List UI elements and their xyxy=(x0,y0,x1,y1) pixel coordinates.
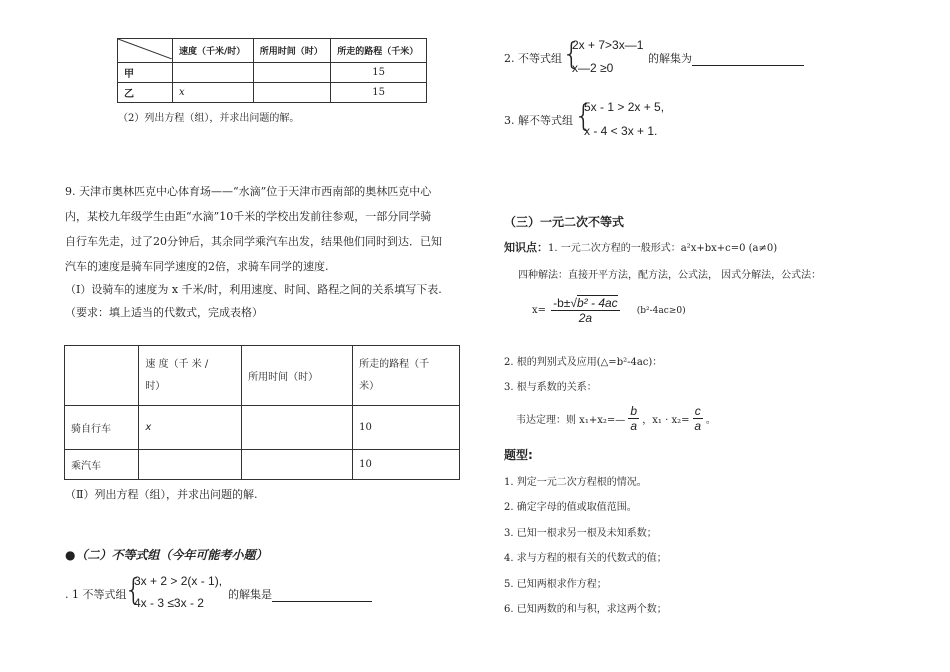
vieta-c: c xyxy=(694,404,701,418)
q9-note: （要求：填上适当的代数式，完成表格） xyxy=(65,306,263,319)
q3-ineq-line1: 5x - 1 > 2x + 5, xyxy=(584,100,665,114)
cell-time-jia xyxy=(253,63,330,83)
cell-time-yi xyxy=(253,83,330,103)
q9-line3: 自行车先走，过了20分钟后，其余同学乘汽车出发，结果他们同时到达．已知 xyxy=(65,235,442,248)
header-speed-line1: 速 度（千 米 / xyxy=(145,358,209,370)
q8-part2: （2）列出方程（组），并求出问题的解。 xyxy=(118,113,300,124)
section2-q1-suffix xyxy=(228,586,372,602)
q2-ineq-line1: 2x + 7>3x—1 xyxy=(572,38,644,52)
speed-table-top xyxy=(117,38,427,103)
vieta-theorem xyxy=(516,404,716,433)
type-item: 3. 已知一根求另一根及未知系数； xyxy=(504,528,657,539)
vieta-b: b xyxy=(630,404,638,418)
row-label-car: 乘汽车 xyxy=(65,450,139,480)
vieta-end: 。 xyxy=(705,415,716,426)
vieta-fraction-product xyxy=(693,404,703,433)
header-speed: 速度（千米/时） xyxy=(173,39,254,63)
type-item: 2. 确定字母的值或取值范围。 xyxy=(504,502,637,513)
header-time: 所用时间（时） xyxy=(253,39,330,63)
q1-ineq-line1: 3x + 2 > 2(x - 1), xyxy=(134,574,223,588)
knowledge-label: 知识点： xyxy=(504,241,548,254)
vieta-prefix: 韦达定理：则 x₁+x₂=— xyxy=(516,415,626,426)
q2-ineq-line2: x—2 ≥0 xyxy=(572,61,614,75)
type-item: 5. 已知两根求作方程； xyxy=(504,579,607,590)
formula-lhs: x= xyxy=(532,305,547,316)
q2-suffix-text: 的解集为 xyxy=(648,52,692,65)
header-distance-line2: 米） xyxy=(359,380,380,392)
answer-blank-q2[interactable] xyxy=(692,52,804,66)
vieta-mid: ，x₁ · x₂= xyxy=(642,415,690,426)
diagonal-header-cell xyxy=(118,39,173,63)
cell-speed-jia xyxy=(173,63,254,83)
vieta-a2: a xyxy=(694,419,702,433)
header-empty-cell xyxy=(65,346,139,406)
row-label-yi: 乙 xyxy=(118,83,173,103)
header-distance-line1: 所走的路程（千 xyxy=(359,358,430,370)
formula-sqrt-content: b² - 4ac xyxy=(576,296,618,310)
q3-ineq-line2: x - 4 < 3x + 1. xyxy=(584,124,658,138)
cell-distance-jia: 15 xyxy=(331,63,427,83)
q1-ineq-line2: 4x - 3 ≤3x - 2 xyxy=(134,596,204,610)
section2-title: ●（二）不等式组（今年可能考小题） xyxy=(65,548,268,562)
type-item: 4. 求与方程的根有关的代数式的值； xyxy=(504,553,667,564)
formula-fraction xyxy=(551,296,620,325)
kp1-text: 1. 一元二次方程的一般形式：a²x+bx+c=0 (a≠0) xyxy=(548,243,778,254)
quadratic-formula xyxy=(532,296,686,325)
q9-line2: 内，某校九年级学生由距“水滴”10千米的学校出发前往参观，一部分同学骑 xyxy=(65,210,432,223)
knowledge-point-1 xyxy=(504,239,777,255)
q2-prefix: 2. 不等式组 xyxy=(504,52,562,65)
cell-speed-bike: x xyxy=(139,406,242,450)
cell-distance-yi: 15 xyxy=(331,83,427,103)
q9-part2: （Ⅱ）列出方程（组），并求出问题的解. xyxy=(65,488,258,501)
speed-table-q9 xyxy=(64,345,460,480)
type-item: 1. 判定一元二次方程根的情况。 xyxy=(504,477,647,488)
q3-prefix: 3. 解不等式组 xyxy=(504,114,573,127)
cell-time-car xyxy=(242,450,353,480)
vieta-a1: a xyxy=(630,419,638,433)
formula-condition: (b²-4ac≥0) xyxy=(636,305,686,316)
header-distance-q9 xyxy=(353,346,460,406)
knowledge-point-3: 3. 根与系数的关系： xyxy=(504,382,597,393)
sqrt-sign: √ xyxy=(570,296,577,310)
answer-blank-q1[interactable] xyxy=(272,588,372,602)
formula-numerator xyxy=(551,296,620,311)
cell-distance-bike: 10 xyxy=(353,406,460,450)
knowledge-point-2: 2. 根的判别式及应用(△=b²-4ac)： xyxy=(504,357,663,368)
q9-line1: 9. 天津市奥林匹克中心体育场——“水滴”位于天津市西南部的奥林匹克中心 xyxy=(65,185,432,198)
solving-methods: 四种解法：直接开平方法，配方法，公式法， 因式分解法，公式法： xyxy=(518,270,822,281)
diagonal-line xyxy=(118,39,172,59)
vieta-fraction-sum xyxy=(628,404,639,433)
section2-q1-prefix: . 1 不等式组 xyxy=(65,588,127,601)
header-time-q9: 所用时间（时） xyxy=(242,346,353,406)
brace-q3: { xyxy=(574,99,594,134)
q1-suffix-text: 的解集是 xyxy=(228,588,272,601)
cell-speed-car xyxy=(139,450,242,480)
formula-num-prefix: -b± xyxy=(553,296,571,310)
q9-line4: 汽车的速度是骑车同学速度的2倍，求骑车同学的速度. xyxy=(65,260,329,273)
brace-q2: { xyxy=(562,37,582,72)
cell-distance-car: 10 xyxy=(353,450,460,480)
types-title: 题型: xyxy=(504,448,533,462)
header-speed-q9 xyxy=(139,346,242,406)
row-label-bike: 骑自行车 xyxy=(65,406,139,450)
header-speed-line2: 时） xyxy=(145,380,166,392)
brace-q1: { xyxy=(124,573,144,608)
formula-denominator: 2a xyxy=(578,311,593,325)
header-distance: 所走的路程（千米） xyxy=(331,39,427,63)
type-item: 6. 已知两数的和与积，求这两个数； xyxy=(504,604,667,615)
row-label-jia: 甲 xyxy=(118,63,173,83)
section3-title: （三）一元二次不等式 xyxy=(504,215,625,229)
q9-part1: （Ⅰ）设骑车的速度为 x 千米/时，利用速度、时间、路程之间的关系填写下表. xyxy=(65,283,442,296)
cell-speed-yi: x xyxy=(173,83,254,103)
cell-time-bike xyxy=(242,406,353,450)
q2-suffix xyxy=(648,50,804,66)
